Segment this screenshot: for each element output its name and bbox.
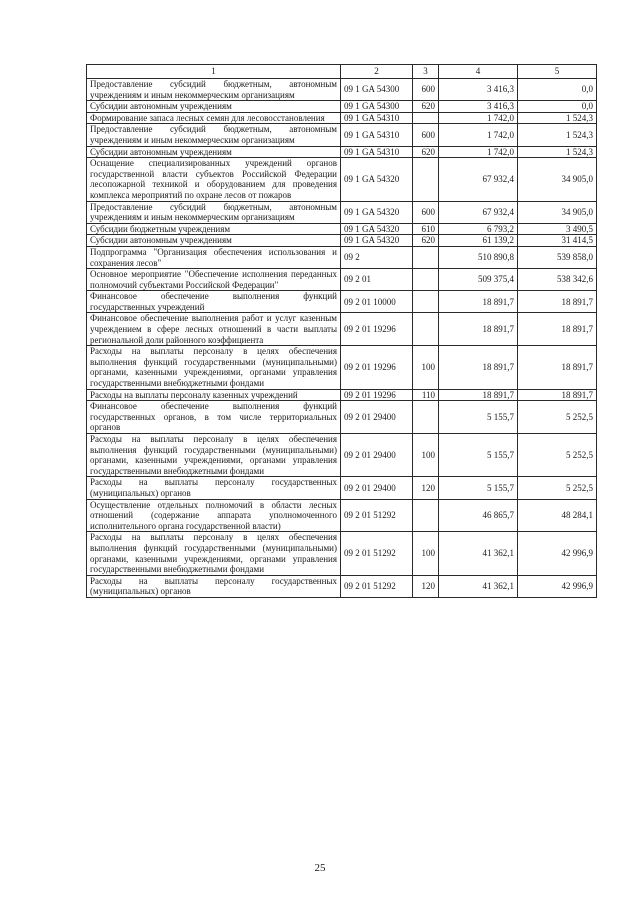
cell-amount-2: 34 905,0 — [518, 158, 597, 201]
cell-target-code: 09 1 GA 54310 — [341, 146, 413, 158]
table-row — [87, 124, 597, 146]
cell-target-code: 09 2 01 29400 — [341, 434, 413, 477]
cell-expense-type: 620 — [413, 146, 439, 158]
table-row — [87, 101, 597, 113]
table-row — [87, 389, 597, 401]
cell-amount-1: 5 155,7 — [439, 434, 518, 477]
cell-name: Расходы на выплаты персоналу в целях обеспечения выполнения функций государственными (муниципальными) органами, казенными учреждениями, органами управления государственными внебюджетными фондами — [87, 532, 341, 575]
cell-amount-1: 67 932,4 — [439, 201, 518, 223]
cell-amount-2: 48 284,1 — [518, 499, 597, 532]
cell-amount-1: 18 891,7 — [439, 313, 518, 346]
cell-amount-2: 18 891,7 — [518, 291, 597, 313]
cell-amount-1: 3 416,3 — [439, 101, 518, 113]
cell-target-code: 09 2 01 19296 — [341, 346, 413, 389]
cell-expense-type: 600 — [413, 79, 439, 101]
cell-name: Предоставление субсидий бюджетным, автономным учреждениям и иным некоммерческим организациям — [87, 124, 341, 146]
cell-amount-1: 509 375,4 — [439, 269, 518, 291]
cell-amount-2: 5 252,5 — [518, 434, 597, 477]
cell-expense-type: 110 — [413, 389, 439, 401]
cell-expense-type: 120 — [413, 477, 439, 499]
cell-expense-type — [413, 269, 439, 291]
cell-name: Субсидии бюджетным учреждениям — [87, 223, 341, 235]
cell-amount-2: 0,0 — [518, 79, 597, 101]
cell-amount-2: 5 252,5 — [518, 401, 597, 434]
cell-amount-1: 46 865,7 — [439, 499, 518, 532]
cell-expense-type: 600 — [413, 201, 439, 223]
cell-target-code: 09 1 GA 54300 — [341, 79, 413, 101]
cell-amount-2: 1 524,3 — [518, 124, 597, 146]
budget-table — [86, 64, 597, 598]
cell-amount-1: 41 362,1 — [439, 575, 518, 597]
cell-name: Осуществление отдельных полномочий в области лесных отношений (содержание аппарата уполномоченного исполнительного органа государственной власти) — [87, 499, 341, 532]
cell-expense-type: 610 — [413, 223, 439, 235]
table-row — [87, 291, 597, 313]
table-row — [87, 246, 597, 268]
cell-expense-type: 100 — [413, 434, 439, 477]
header-col-2: 2 — [341, 65, 413, 79]
header-col-3: 3 — [413, 65, 439, 79]
cell-amount-1: 61 139,2 — [439, 235, 518, 247]
cell-target-code: 09 1 GA 54320 — [341, 223, 413, 235]
table-row — [87, 201, 597, 223]
cell-name: Формирование запаса лесных семян для лесовосстановления — [87, 112, 341, 124]
cell-amount-2: 5 252,5 — [518, 477, 597, 499]
table-row — [87, 499, 597, 532]
cell-expense-type: 100 — [413, 532, 439, 575]
table-row — [87, 269, 597, 291]
cell-amount-1: 67 932,4 — [439, 158, 518, 201]
cell-amount-1: 5 155,7 — [439, 401, 518, 434]
cell-amount-2: 0,0 — [518, 101, 597, 113]
cell-name: Предоставление субсидий бюджетным, автономным учреждениям и иным некоммерческим организациям — [87, 79, 341, 101]
cell-target-code: 09 1 GA 54310 — [341, 112, 413, 124]
cell-amount-1: 18 891,7 — [439, 291, 518, 313]
cell-target-code: 09 2 01 51292 — [341, 575, 413, 597]
page-number: 25 — [314, 862, 326, 874]
table-row — [87, 79, 597, 101]
cell-amount-2: 1 524,3 — [518, 146, 597, 158]
table-row — [87, 158, 597, 201]
cell-expense-type — [413, 499, 439, 532]
cell-name: Субсидии автономным учреждениям — [87, 146, 341, 158]
cell-target-code: 09 1 GA 54320 — [341, 201, 413, 223]
cell-expense-type — [413, 112, 439, 124]
cell-expense-type — [413, 158, 439, 201]
cell-name: Расходы на выплаты персоналу государственных (муниципальных) органов — [87, 477, 341, 499]
cell-name: Расходы на выплаты персоналу в целях обеспечения выполнения функций государственными (муниципальными) органами, казенными учреждениями, органами управления государственными внебюджетными фондами — [87, 434, 341, 477]
table-body — [87, 79, 597, 598]
table-row — [87, 434, 597, 477]
cell-name: Субсидии автономным учреждениям — [87, 235, 341, 247]
header-col-5: 5 — [518, 65, 597, 79]
cell-target-code: 09 2 01 29400 — [341, 477, 413, 499]
table-row — [87, 313, 597, 346]
header-row — [87, 65, 597, 79]
cell-expense-type: 620 — [413, 235, 439, 247]
cell-amount-2: 18 891,7 — [518, 389, 597, 401]
cell-name: Предоставление субсидий бюджетным, автономным учреждениям и иным некоммерческим организациям — [87, 201, 341, 223]
cell-expense-type: 600 — [413, 124, 439, 146]
cell-target-code: 09 1 GA 54320 — [341, 235, 413, 247]
table-row — [87, 575, 597, 597]
cell-target-code: 09 1 GA 54310 — [341, 124, 413, 146]
cell-expense-type: 620 — [413, 101, 439, 113]
cell-target-code: 09 2 01 19296 — [341, 313, 413, 346]
cell-target-code: 09 1 GA 54320 — [341, 158, 413, 201]
cell-amount-2: 539 858,0 — [518, 246, 597, 268]
cell-expense-type — [413, 401, 439, 434]
cell-amount-1: 510 890,8 — [439, 246, 518, 268]
cell-expense-type: 120 — [413, 575, 439, 597]
table-header — [87, 65, 597, 79]
table-row — [87, 532, 597, 575]
cell-amount-1: 18 891,7 — [439, 346, 518, 389]
cell-name: Финансовое обеспечение выполнения функций государственных органов, в том числе территориальных органов — [87, 401, 341, 434]
cell-amount-2: 18 891,7 — [518, 346, 597, 389]
table-row — [87, 223, 597, 235]
cell-amount-2: 3 490,5 — [518, 223, 597, 235]
cell-name: Подпрограмма "Организация обеспечения использования и сохранения лесов" — [87, 246, 341, 268]
cell-target-code: 09 2 01 51292 — [341, 532, 413, 575]
cell-amount-1: 1 742,0 — [439, 146, 518, 158]
cell-amount-1: 5 155,7 — [439, 477, 518, 499]
cell-name: Финансовое обеспечение выполнения функций государственных учреждений — [87, 291, 341, 313]
table-row — [87, 146, 597, 158]
cell-target-code: 09 2 01 19296 — [341, 389, 413, 401]
cell-amount-1: 1 742,0 — [439, 124, 518, 146]
header-col-1: 1 — [87, 65, 341, 79]
cell-expense-type — [413, 246, 439, 268]
cell-name: Финансовое обеспечение выполнения работ и услуг казенным учреждением в сфере лесных отношений в части выплаты региональной доли районного коэффициента — [87, 313, 341, 346]
table-row — [87, 112, 597, 124]
cell-amount-2: 34 905,0 — [518, 201, 597, 223]
cell-amount-2: 31 414,5 — [518, 235, 597, 247]
table-row — [87, 235, 597, 247]
table-row — [87, 477, 597, 499]
cell-amount-1: 41 362,1 — [439, 532, 518, 575]
cell-amount-2: 42 996,9 — [518, 575, 597, 597]
cell-amount-2: 538 342,6 — [518, 269, 597, 291]
cell-name: Оснащение специализированных учреждений органов государственной власти субъектов Российской Федерации лесопожарной техникой и оборудованием для проведения комплекса мероприятий по охране лесов от пожаров — [87, 158, 341, 201]
cell-name: Расходы на выплаты персоналу казенных учреждений — [87, 389, 341, 401]
cell-target-code: 09 2 01 10000 — [341, 291, 413, 313]
table-row — [87, 346, 597, 389]
cell-name: Расходы на выплаты персоналу в целях обеспечения выполнения функций государственными (муниципальными) органами, казенными учреждениями, органами управления государственными внебюджетными фондами — [87, 346, 341, 389]
cell-target-code: 09 1 GA 54300 — [341, 101, 413, 113]
budget-table-container — [86, 64, 596, 598]
header-col-4: 4 — [439, 65, 518, 79]
cell-target-code: 09 2 01 — [341, 269, 413, 291]
cell-amount-2: 42 996,9 — [518, 532, 597, 575]
cell-amount-2: 18 891,7 — [518, 313, 597, 346]
cell-target-code: 09 2 — [341, 246, 413, 268]
cell-amount-1: 1 742,0 — [439, 112, 518, 124]
cell-target-code: 09 2 01 29400 — [341, 401, 413, 434]
cell-expense-type: 100 — [413, 346, 439, 389]
cell-amount-1: 18 891,7 — [439, 389, 518, 401]
cell-target-code: 09 2 01 51292 — [341, 499, 413, 532]
cell-amount-1: 3 416,3 — [439, 79, 518, 101]
cell-name: Расходы на выплаты персоналу государственных (муниципальных) органов — [87, 575, 341, 597]
cell-name: Субсидии автономным учреждениям — [87, 101, 341, 113]
table-row — [87, 401, 597, 434]
cell-amount-2: 1 524,3 — [518, 112, 597, 124]
cell-name: Основное мероприятие "Обеспечение исполнения переданных полномочий субъектами Российской Федерации" — [87, 269, 341, 291]
cell-amount-1: 6 793,2 — [439, 223, 518, 235]
cell-expense-type — [413, 313, 439, 346]
cell-expense-type — [413, 291, 439, 313]
